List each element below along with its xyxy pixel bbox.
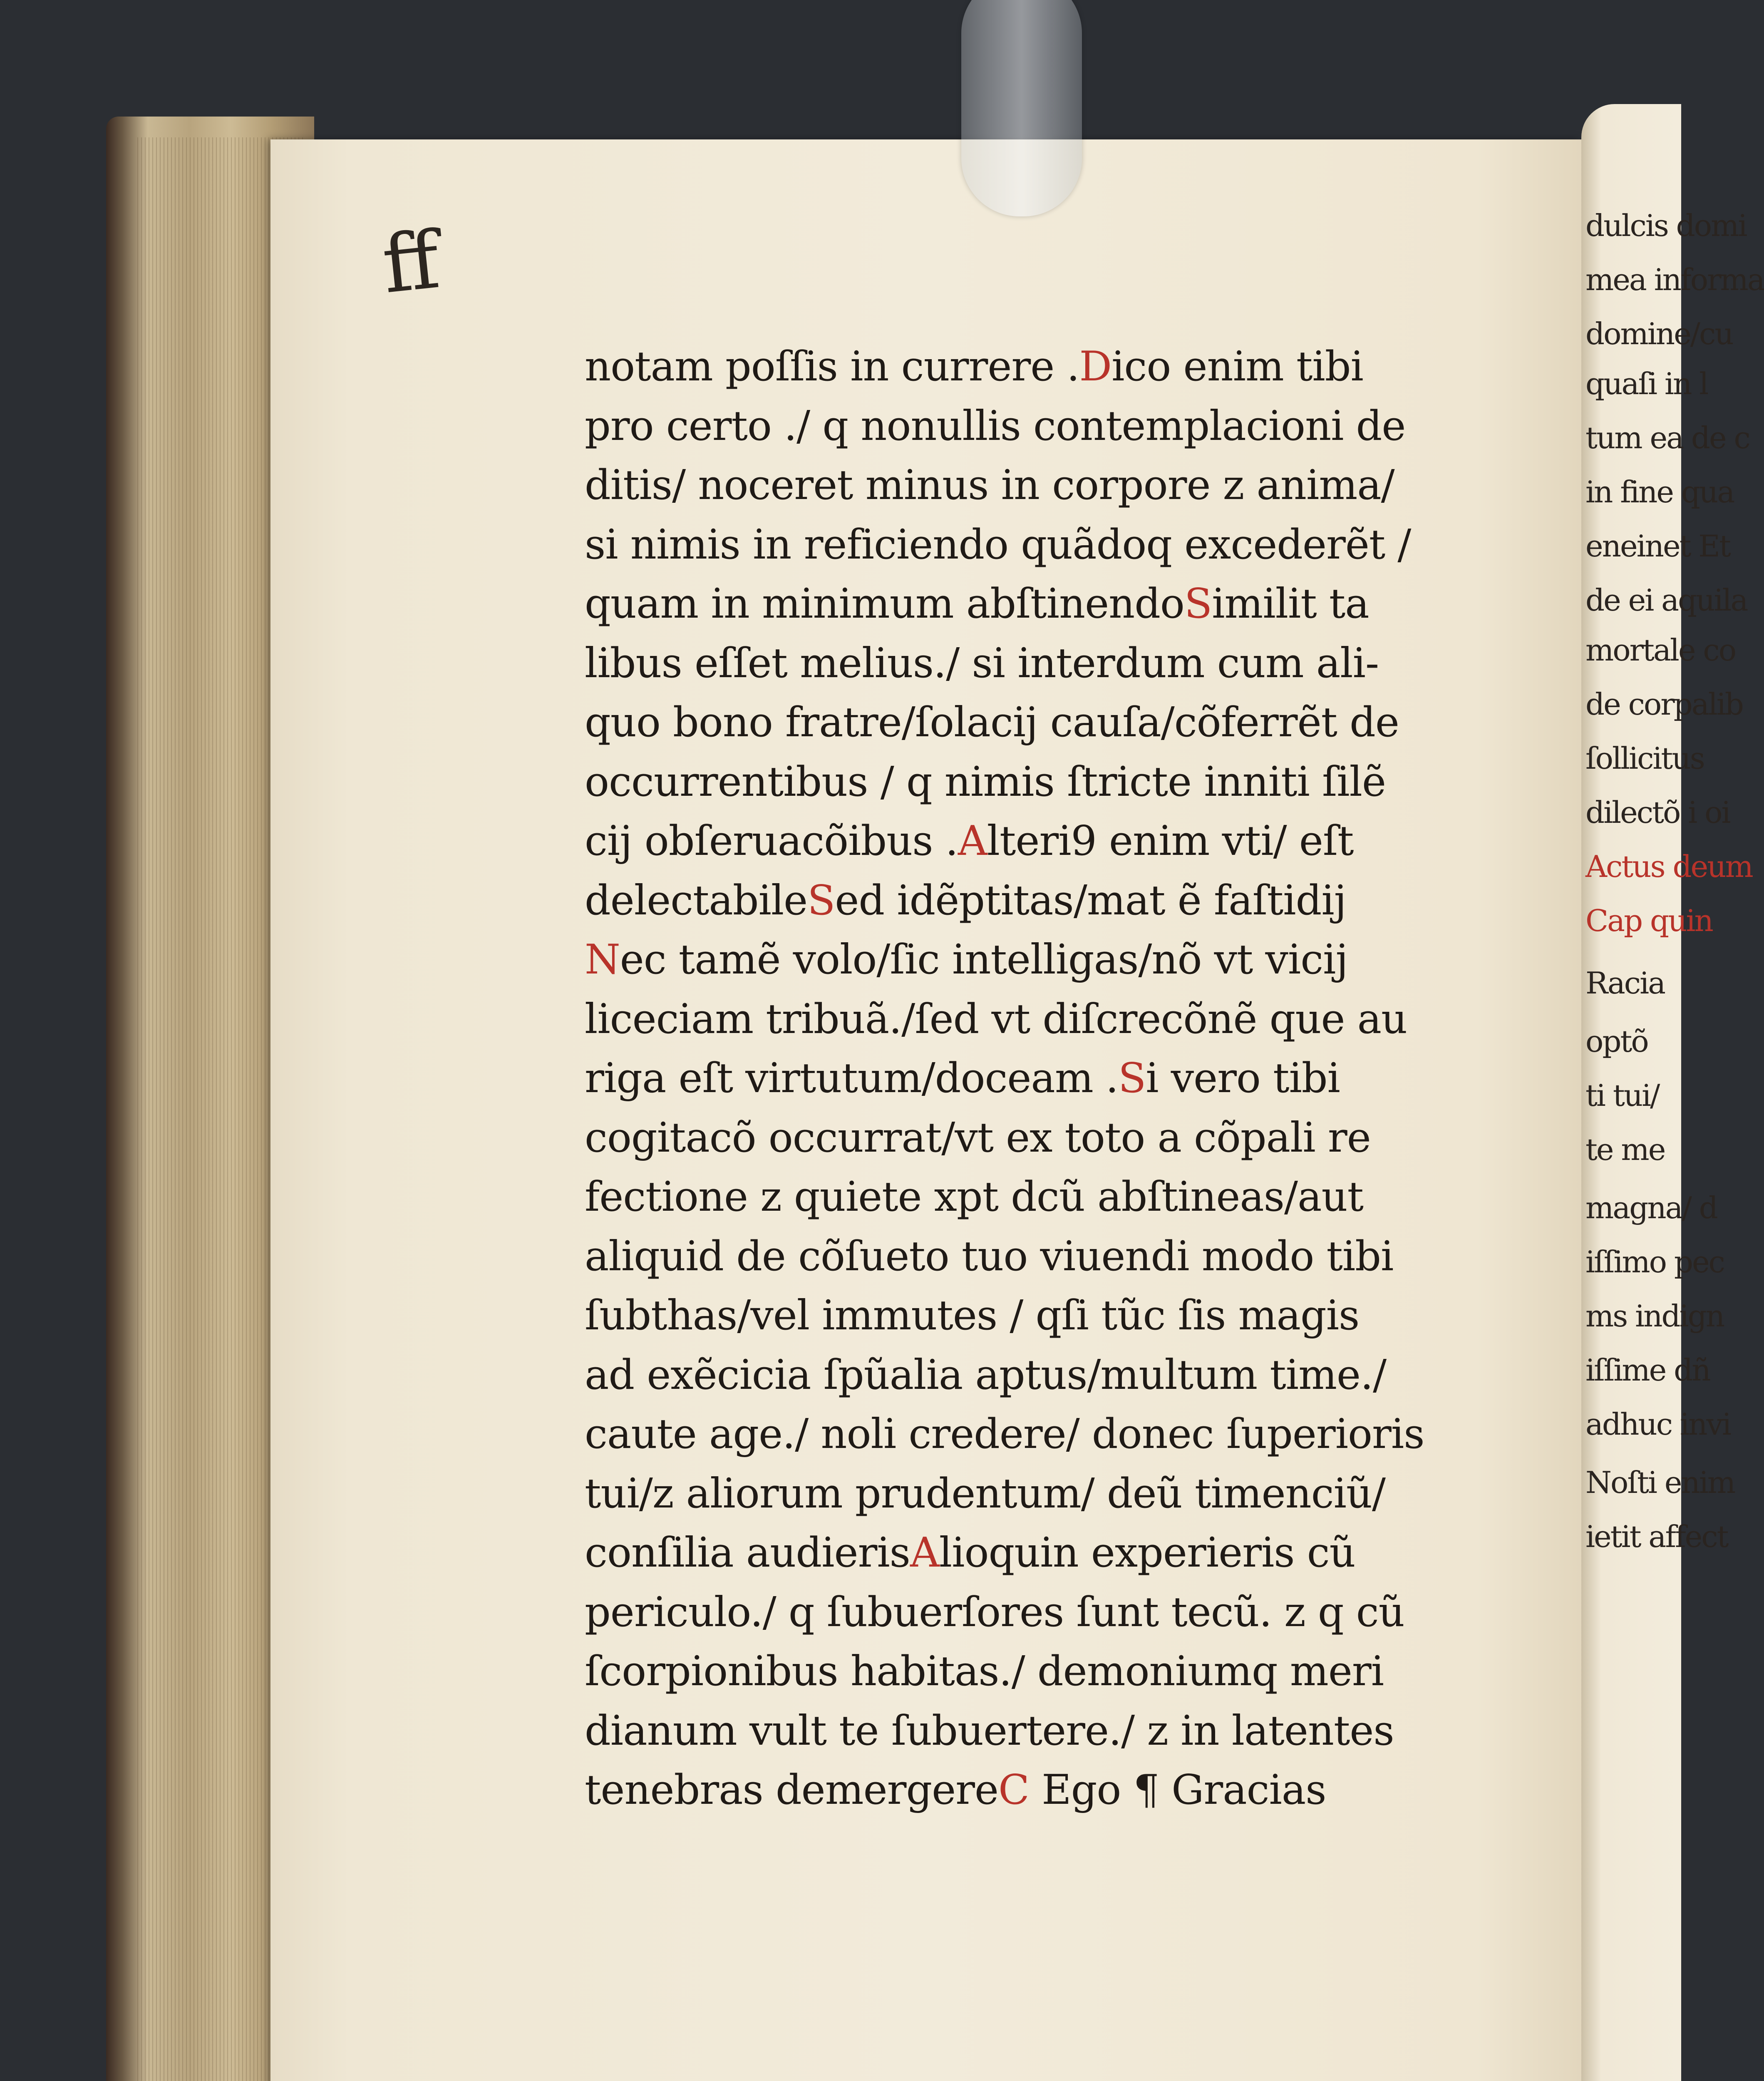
rubricated-initial: S bbox=[1118, 1055, 1146, 1102]
text-line bbox=[585, 1583, 1450, 1642]
rubricated-initial: A bbox=[958, 817, 987, 865]
text-line bbox=[585, 1701, 1450, 1761]
rubricated-initial: S bbox=[807, 877, 835, 924]
text-span: ſubthas/vel immutes / qſi tũc ſis magis bbox=[585, 1292, 1360, 1339]
right-page-line: in fine qua bbox=[1585, 474, 1734, 509]
text-line bbox=[585, 1761, 1450, 1820]
right-page bbox=[1581, 104, 1764, 2081]
text-span: quo bono fratre/ſolacij cauſa/cõferrẽt de bbox=[585, 699, 1399, 746]
text-line bbox=[585, 515, 1450, 575]
text-span: conſilia audieris bbox=[585, 1529, 910, 1577]
text-line bbox=[585, 1286, 1450, 1346]
text-span: periculo./ q ſubuerſores ſunt tecũ. z q cũ bbox=[585, 1588, 1404, 1636]
text-span: occurrentibus / q nimis ſtricte inniti ſilẽ bbox=[585, 758, 1386, 806]
right-page-line: te me bbox=[1585, 1132, 1665, 1167]
text-line bbox=[585, 1523, 1450, 1583]
right-page-line: domine/cu bbox=[1585, 316, 1733, 351]
text-span: notam poſſis in currere . bbox=[585, 343, 1079, 390]
right-page-line: Cap quin bbox=[1585, 903, 1712, 938]
rubricated-initial: C bbox=[998, 1766, 1029, 1814]
text-span: ditis/ noceret minus in corpore z anima/ bbox=[585, 462, 1394, 509]
text-span: aliquid de cõſueto tuo viuendi modo tibi bbox=[585, 1232, 1394, 1280]
text-line bbox=[585, 1346, 1450, 1405]
rubricated-initial: A bbox=[910, 1529, 939, 1577]
right-page-line: iſſime dñ bbox=[1585, 1353, 1710, 1388]
text-span: cij obſeruacõibus . bbox=[585, 817, 958, 865]
text-line bbox=[585, 1167, 1450, 1227]
right-page-line: ti tui/ bbox=[1585, 1078, 1659, 1113]
text-span: riga eſt virtutum/doceam . bbox=[585, 1055, 1119, 1102]
right-page-line: iſſimo pec bbox=[1585, 1244, 1724, 1279]
text-span: ed idẽptitas/mat ẽ faſtidij bbox=[835, 877, 1347, 924]
top-book-clip bbox=[961, 0, 1082, 216]
text-line bbox=[585, 812, 1450, 871]
text-span: lioquin experieris cũ bbox=[939, 1529, 1355, 1577]
rubricated-initial: D bbox=[1079, 343, 1112, 390]
text-line bbox=[585, 752, 1450, 812]
text-span: tui/z aliorum prudentum/ deũ timenciũ/ bbox=[585, 1470, 1386, 1517]
right-page-line: ſollicitus bbox=[1585, 741, 1704, 776]
text-span: tenebras demergere bbox=[585, 1766, 999, 1814]
text-span: si nimis in reficiendo quãdoq excederẽt / bbox=[585, 521, 1411, 569]
text-line bbox=[585, 456, 1450, 515]
rubricated-initial: N bbox=[585, 936, 620, 983]
text-span: imilit ta bbox=[1212, 580, 1369, 628]
text-line bbox=[585, 1464, 1450, 1524]
right-page-line: magna/ d bbox=[1585, 1190, 1717, 1225]
text-block bbox=[585, 337, 1450, 1820]
text-span: liceciam tribuã./ſed vt diſcrecõnẽ que au bbox=[585, 995, 1407, 1043]
right-page-line: Actus deum bbox=[1585, 849, 1752, 884]
text-line bbox=[585, 574, 1450, 634]
right-page-line: optõ bbox=[1585, 1024, 1648, 1059]
text-line bbox=[585, 634, 1450, 693]
right-page-line: quaſi in l bbox=[1585, 366, 1708, 401]
text-line bbox=[585, 1108, 1450, 1168]
text-span: ad exẽcicia ſpũalia aptus/multum time./ bbox=[585, 1351, 1387, 1399]
right-page-line: mea informa bbox=[1585, 262, 1764, 297]
right-page-line: ms indign bbox=[1585, 1299, 1724, 1334]
right-page-line: dilectõ i oi bbox=[1585, 795, 1730, 830]
text-span: Ego ¶ Gracias bbox=[1029, 1766, 1326, 1814]
right-page-line: Noſti enim bbox=[1585, 1465, 1735, 1500]
text-line bbox=[585, 1405, 1450, 1464]
text-span: cogitacõ occurrat/vt ex toto a cõpali re bbox=[585, 1114, 1371, 1162]
text-line bbox=[585, 337, 1450, 397]
text-line bbox=[585, 1049, 1450, 1108]
text-line bbox=[585, 930, 1450, 990]
right-page-line: de corpalib bbox=[1585, 687, 1743, 722]
right-page-line: de ei aquila bbox=[1585, 583, 1747, 618]
right-page-line: eneinet Et bbox=[1585, 529, 1730, 564]
text-span: ſcorpionibus habitas./ demoniumq meri bbox=[585, 1648, 1384, 1695]
text-line bbox=[585, 1227, 1450, 1286]
text-line bbox=[585, 693, 1450, 752]
text-span: quam in minimum abſtinendo bbox=[585, 580, 1184, 628]
text-span: fectione z quiete xpt dcũ abſtineas/aut bbox=[585, 1173, 1363, 1221]
text-line bbox=[585, 397, 1450, 456]
text-span: ec tamẽ volo/ſic intelligas/nõ vt vicij bbox=[620, 936, 1348, 983]
text-span: libus eſſet melius./ si interdum cum ali- bbox=[585, 639, 1379, 687]
text-line bbox=[585, 990, 1450, 1049]
folio-mark: ff bbox=[378, 214, 444, 311]
text-line bbox=[585, 1642, 1450, 1701]
text-span: delectabile bbox=[585, 877, 808, 924]
text-span: i vero tibi bbox=[1146, 1055, 1340, 1102]
right-page-line: ietit affect bbox=[1585, 1519, 1728, 1554]
right-page-line: tum ea de c bbox=[1585, 420, 1749, 455]
right-page-line: mortale co bbox=[1585, 633, 1736, 668]
text-span: dianum vult te ſubuertere./ z in latentes bbox=[585, 1707, 1394, 1755]
text-span: ico enim tibi bbox=[1111, 343, 1363, 390]
text-span: lteri9 enim vti/ eſt bbox=[987, 817, 1354, 865]
text-span: pro certo ./ q nonullis contemplacioni de bbox=[585, 402, 1406, 450]
right-page-line: Racia bbox=[1585, 966, 1665, 1001]
right-page-line: adhuc invi bbox=[1585, 1407, 1731, 1442]
text-line bbox=[585, 871, 1450, 931]
text-span: caute age./ noli credere/ donec ſuperioris bbox=[585, 1411, 1424, 1458]
rubricated-initial: S bbox=[1184, 580, 1212, 628]
right-page-line: dulcis domi bbox=[1585, 208, 1747, 243]
